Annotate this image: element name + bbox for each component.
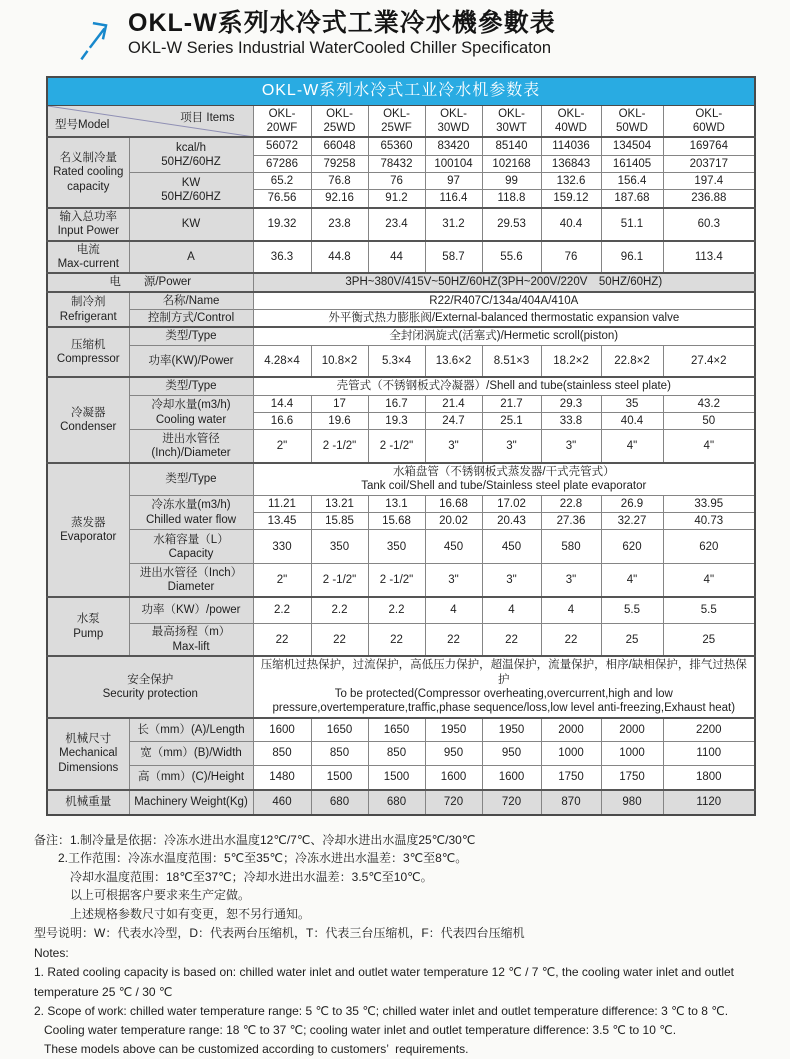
value-cell: 96.1 <box>601 241 663 274</box>
value-cell: 169764 <box>663 137 755 155</box>
value-cell: R22/R407C/134a/404A/410A <box>253 292 755 310</box>
corner-items-label: 项目 Items <box>180 111 235 124</box>
note-line: 1. Rated cooling capacity is based on: chilled water inlet and outlet water temperature 12 ℃ / 7 ℃, the cooling water inlet and outlet <box>34 965 735 980</box>
value-cell: 4 <box>425 597 482 624</box>
value-cell: 27.36 <box>541 513 601 530</box>
value-cell: 3" <box>425 564 482 597</box>
label-cell: A <box>129 241 253 274</box>
value-cell: 35 <box>601 395 663 412</box>
spec-table <box>46 76 756 816</box>
value-cell: 20.43 <box>482 513 541 530</box>
label-cell: 控制方式/Control <box>129 310 253 328</box>
value-cell: 950 <box>482 742 541 766</box>
label-cell: 类型/Type <box>129 463 253 495</box>
label-cell: 类型/Type <box>129 377 253 395</box>
value-cell: 33.8 <box>541 413 601 430</box>
note-line: 冷却水温度范围：18℃至37℃；冷却水进出水温差：3.5℃至10℃。 <box>34 869 433 884</box>
value-cell: 66048 <box>311 137 368 155</box>
value-cell: 50 <box>663 413 755 430</box>
value-cell: 136843 <box>541 155 601 172</box>
value-cell: 29.3 <box>541 395 601 412</box>
value-cell: 3" <box>482 430 541 463</box>
value-cell: 720 <box>425 790 482 815</box>
value-cell: 1500 <box>368 766 425 790</box>
value-cell: 2 -1/2" <box>311 430 368 463</box>
value-cell: 450 <box>425 530 482 564</box>
value-cell: 壳管式（不锈钢板式冷凝器）/Shell and tube(stainless steel plate) <box>253 377 755 395</box>
value-cell: 1000 <box>601 742 663 766</box>
value-cell: 65360 <box>368 137 425 155</box>
value-cell: 980 <box>601 790 663 815</box>
value-cell: 外平衡式热力膨胀阀/External-balanced thermostatic expansion valve <box>253 310 755 328</box>
value-cell: 14.4 <box>253 395 311 412</box>
value-cell: 23.4 <box>368 208 425 241</box>
value-cell: 33.95 <box>663 495 755 512</box>
value-cell: 1800 <box>663 766 755 790</box>
label-cell: 最高扬程（m） Max-lift <box>129 624 253 656</box>
value-cell: 65.2 <box>253 173 311 190</box>
value-cell: 83420 <box>425 137 482 155</box>
value-cell: 92.16 <box>311 190 368 208</box>
label-cell: 进出水管径（Inch） Diameter <box>129 564 253 597</box>
value-cell: 2000 <box>601 718 663 742</box>
model-header: OKL- 25WD <box>311 105 368 137</box>
group-refrigerant: 制冷剂 Refrigerant <box>47 292 129 328</box>
value-cell: 44.8 <box>311 241 368 274</box>
model-header: OKL- 30WD <box>425 105 482 137</box>
value-cell: 4" <box>663 564 755 597</box>
value-cell: 10.8×2 <box>311 345 368 377</box>
value-cell: 3" <box>425 430 482 463</box>
value-cell: 压缩机过热保护，过流保护，高低压力保护，超温保护，流量保护，相序/缺相保护，排气过热保护 To be protected(Compressor overheating,overcurrent,high and low pressure,overtemperature,traffic,phase sequence/loss,low level anti-freezing,Exhaust heat) <box>253 656 755 718</box>
value-cell: 159.12 <box>541 190 601 208</box>
value-cell: 1950 <box>482 718 541 742</box>
doc-title-cn: OKL-W系列水冷式工業冷水機參數表 <box>128 9 556 37</box>
value-cell: 720 <box>482 790 541 815</box>
value-cell: 13.45 <box>253 513 311 530</box>
value-cell: 24.7 <box>425 413 482 430</box>
group-power-supply: 电 源/Power <box>47 273 253 291</box>
value-cell: 22 <box>425 624 482 656</box>
value-cell: 31.2 <box>425 208 482 241</box>
value-cell: 85140 <box>482 137 541 155</box>
value-cell: 134504 <box>601 137 663 155</box>
value-cell: 60.3 <box>663 208 755 241</box>
label-cell: 进出水管径 (Inch)/Diameter <box>129 430 253 463</box>
value-cell: 56072 <box>253 137 311 155</box>
value-cell: 156.4 <box>601 173 663 190</box>
doc-header <box>0 0 790 64</box>
spec-table-wrap <box>46 76 790 816</box>
value-cell: 25.1 <box>482 413 541 430</box>
value-cell: 76 <box>541 241 601 274</box>
value-cell: 25 <box>601 624 663 656</box>
value-cell: 1950 <box>425 718 482 742</box>
value-cell: 118.8 <box>482 190 541 208</box>
value-cell: 850 <box>253 742 311 766</box>
value-cell: 950 <box>425 742 482 766</box>
corner-cell <box>47 105 253 137</box>
note-line: temperature 25 ℃ / 30 ℃ <box>34 984 173 999</box>
note-line: 以上可根据客户要求来生产定做。 <box>34 888 251 903</box>
model-header: OKL- 40WD <box>541 105 601 137</box>
notes-en <box>34 944 790 1059</box>
value-cell: 580 <box>541 530 601 564</box>
value-cell: 850 <box>311 742 368 766</box>
note-line: 型号说明：W：代表水冷型，D：代表两台压缩机，T：代表三台压缩机，F：代表四台压缩机 <box>34 925 525 940</box>
label-cell: 长（mm）(A)/Length <box>129 718 253 742</box>
model-header: OKL- 30WT <box>482 105 541 137</box>
note-line: Cooling water temperature range: 18 ℃ to 37 ℃; cooling water inlet and outlet temperature difference: 3.5 ℃ to 10 ℃. <box>34 1022 677 1037</box>
value-cell: 21.7 <box>482 395 541 412</box>
value-cell: 1120 <box>663 790 755 815</box>
value-cell: 11.21 <box>253 495 311 512</box>
value-cell: 4.28×4 <box>253 345 311 377</box>
doc-title-en: OKL-W Series Industrial WaterCooled Chiller Specificaton <box>128 39 552 57</box>
value-cell: 236.88 <box>663 190 755 208</box>
value-cell: 350 <box>311 530 368 564</box>
doc-titles <box>128 8 556 59</box>
value-cell: 76 <box>368 173 425 190</box>
value-cell: 99 <box>482 173 541 190</box>
group-pump: 水泵 Pump <box>47 597 129 656</box>
value-cell: 44 <box>368 241 425 274</box>
group-machinery-weight: 机械重量 <box>47 790 129 815</box>
value-cell: 2 -1/2" <box>368 430 425 463</box>
value-cell: 870 <box>541 790 601 815</box>
value-cell: 40.73 <box>663 513 755 530</box>
value-cell: 97 <box>425 173 482 190</box>
model-header: OKL- 60WD <box>663 105 755 137</box>
value-cell: 2" <box>253 564 311 597</box>
value-cell: 19.3 <box>368 413 425 430</box>
value-cell: 1750 <box>541 766 601 790</box>
value-cell: 22 <box>253 624 311 656</box>
value-cell: 1600 <box>425 766 482 790</box>
model-header: OKL- 25WF <box>368 105 425 137</box>
value-cell: 19.6 <box>311 413 368 430</box>
value-cell: 67286 <box>253 155 311 172</box>
group-rated-cooling-capacity: 名义制冷量 Rated cooling capacity <box>47 137 129 208</box>
value-cell: 450 <box>482 530 541 564</box>
value-cell: 2 -1/2" <box>311 564 368 597</box>
value-cell: 43.2 <box>663 395 755 412</box>
group-input-power: 输入总功率 Input Power <box>47 208 129 241</box>
group-condenser: 冷凝器 Condenser <box>47 377 129 463</box>
value-cell: 4" <box>601 430 663 463</box>
value-cell: 116.4 <box>425 190 482 208</box>
value-cell: 16.6 <box>253 413 311 430</box>
value-cell: 全封闭涡旋式(活塞式)/Hermetic scroll(piston) <box>253 327 755 345</box>
value-cell: 91.2 <box>368 190 425 208</box>
value-cell: 203717 <box>663 155 755 172</box>
value-cell: 40.4 <box>541 208 601 241</box>
value-cell: 22.8 <box>541 495 601 512</box>
label-cell: 类型/Type <box>129 327 253 345</box>
value-cell: 19.32 <box>253 208 311 241</box>
value-cell: 2" <box>253 430 311 463</box>
value-cell: 850 <box>368 742 425 766</box>
value-cell: 330 <box>253 530 311 564</box>
value-cell: 2.2 <box>368 597 425 624</box>
note-line: 2.工作范围：冷冻水温度范围：5℃至35℃；冷冻水进出水温差：3℃至8℃。 <box>34 851 468 866</box>
value-cell: 4 <box>482 597 541 624</box>
value-cell: 17.02 <box>482 495 541 512</box>
value-cell: 2.2 <box>311 597 368 624</box>
value-cell: 1650 <box>311 718 368 742</box>
value-cell: 3" <box>541 564 601 597</box>
note-line: 上述规格参数尺寸如有变更，恕不另行通知。 <box>34 907 311 921</box>
value-cell: 水箱盘管（不锈钢板式蒸发器/干式壳管式） Tank coil/Shell and tube/Stainless steel plate evaporator <box>253 463 755 495</box>
value-cell: 23.8 <box>311 208 368 241</box>
note-line: 备注：1.制冷量是依据：冷冻水进出水温度12℃/7℃、冷却水进出水温度25℃/30℃ <box>34 832 476 847</box>
value-cell: 132.6 <box>541 173 601 190</box>
value-cell: 13.1 <box>368 495 425 512</box>
label-cell: KW 50HZ/60HZ <box>129 173 253 208</box>
value-cell: 16.68 <box>425 495 482 512</box>
value-cell: 25 <box>663 624 755 656</box>
arrow-up-right-icon <box>70 10 122 64</box>
value-cell: 4" <box>601 564 663 597</box>
value-cell: 2 -1/2" <box>368 564 425 597</box>
label-cell: 高（mm）(C)/Height <box>129 766 253 790</box>
value-cell: 1100 <box>663 742 755 766</box>
value-cell: 8.51×3 <box>482 345 541 377</box>
table-title: OKL-W系列水冷式工业冷水机参数表 <box>47 77 755 105</box>
label-cell: KW <box>129 208 253 241</box>
value-cell: 16.7 <box>368 395 425 412</box>
value-cell: 5.3×4 <box>368 345 425 377</box>
value-cell: 161405 <box>601 155 663 172</box>
value-cell: 40.4 <box>601 413 663 430</box>
value-cell: 13.6×2 <box>425 345 482 377</box>
value-cell: 55.6 <box>482 241 541 274</box>
label-cell: 水箱容量（L） Capacity <box>129 530 253 564</box>
value-cell: 22 <box>368 624 425 656</box>
value-cell: 3" <box>541 430 601 463</box>
label-cell: 冷冻水量(m3/h) Chilled water flow <box>129 495 253 530</box>
value-cell: 79258 <box>311 155 368 172</box>
value-cell: 32.27 <box>601 513 663 530</box>
value-cell: 18.2×2 <box>541 345 601 377</box>
value-cell: 21.4 <box>425 395 482 412</box>
value-cell: 17 <box>311 395 368 412</box>
value-cell: 13.21 <box>311 495 368 512</box>
group-security-protection: 安全保护 Security protection <box>47 656 253 718</box>
value-cell: 187.68 <box>601 190 663 208</box>
value-cell: 1480 <box>253 766 311 790</box>
value-cell: 5.5 <box>601 597 663 624</box>
notes-cn <box>34 831 790 943</box>
value-cell: 22 <box>482 624 541 656</box>
value-cell: 1600 <box>482 766 541 790</box>
value-cell: 3" <box>482 564 541 597</box>
table-title-bar <box>47 77 755 105</box>
value-cell: 113.4 <box>663 241 755 274</box>
value-cell: 76.56 <box>253 190 311 208</box>
value-cell: 58.7 <box>425 241 482 274</box>
value-cell: 27.4×2 <box>663 345 755 377</box>
value-cell: 680 <box>311 790 368 815</box>
note-line: These models above can be customized according to customers’ requirements. <box>34 1042 469 1057</box>
value-cell: 15.85 <box>311 513 368 530</box>
value-cell: 29.53 <box>482 208 541 241</box>
value-cell: 15.68 <box>368 513 425 530</box>
model-header: OKL- 20WF <box>253 105 311 137</box>
label-cell: 冷却水量(m3/h) Cooling water <box>129 395 253 430</box>
value-cell: 36.3 <box>253 241 311 274</box>
label-cell: 功率（KW）/power <box>129 597 253 624</box>
group-compressor: 压缩机 Compressor <box>47 327 129 377</box>
value-cell: 22 <box>311 624 368 656</box>
value-cell: 22 <box>541 624 601 656</box>
value-cell: 1600 <box>253 718 311 742</box>
value-cell: 197.4 <box>663 173 755 190</box>
value-cell: 20.02 <box>425 513 482 530</box>
note-line: Notes: <box>34 946 69 961</box>
value-cell: 1000 <box>541 742 601 766</box>
label-cell: kcal/h 50HZ/60HZ <box>129 137 253 172</box>
label-cell: 功率(KW)/Power <box>129 345 253 377</box>
value-cell: 1500 <box>311 766 368 790</box>
corner-model-label: 型号Model <box>55 118 110 131</box>
note-line: 2. Scope of work: chilled water temperature range: 5 ℃ to 35 ℃; chilled water inlet and outlet temperature difference: 3 ℃ to 8 ℃. <box>34 1003 729 1018</box>
value-cell: 1650 <box>368 718 425 742</box>
value-cell: 620 <box>601 530 663 564</box>
value-cell: 3PH~380V/415V~50HZ/60HZ(3PH~200V/220V 50HZ/60HZ) <box>253 273 755 291</box>
label-cell: 宽（mm）(B)/Width <box>129 742 253 766</box>
value-cell: 26.9 <box>601 495 663 512</box>
value-cell: 5.5 <box>663 597 755 624</box>
group-evaporator: 蒸发器 Evaporator <box>47 463 129 597</box>
value-cell: 76.8 <box>311 173 368 190</box>
value-cell: 680 <box>368 790 425 815</box>
value-cell: 114036 <box>541 137 601 155</box>
group-mechanical-dimensions: 机械尺寸 Mechanical Dimensions <box>47 718 129 790</box>
label-cell: Machinery Weight(Kg) <box>129 790 253 815</box>
value-cell: 2000 <box>541 718 601 742</box>
value-cell: 2200 <box>663 718 755 742</box>
value-cell: 2.2 <box>253 597 311 624</box>
value-cell: 78432 <box>368 155 425 172</box>
value-cell: 100104 <box>425 155 482 172</box>
value-cell: 460 <box>253 790 311 815</box>
value-cell: 102168 <box>482 155 541 172</box>
value-cell: 4 <box>541 597 601 624</box>
value-cell: 1750 <box>601 766 663 790</box>
value-cell: 51.1 <box>601 208 663 241</box>
value-cell: 350 <box>368 530 425 564</box>
label-cell: 名称/Name <box>129 292 253 310</box>
group-max-current: 电流 Max-current <box>47 241 129 274</box>
value-cell: 620 <box>663 530 755 564</box>
value-cell: 4" <box>663 430 755 463</box>
model-header: OKL- 50WD <box>601 105 663 137</box>
value-cell: 22.8×2 <box>601 345 663 377</box>
